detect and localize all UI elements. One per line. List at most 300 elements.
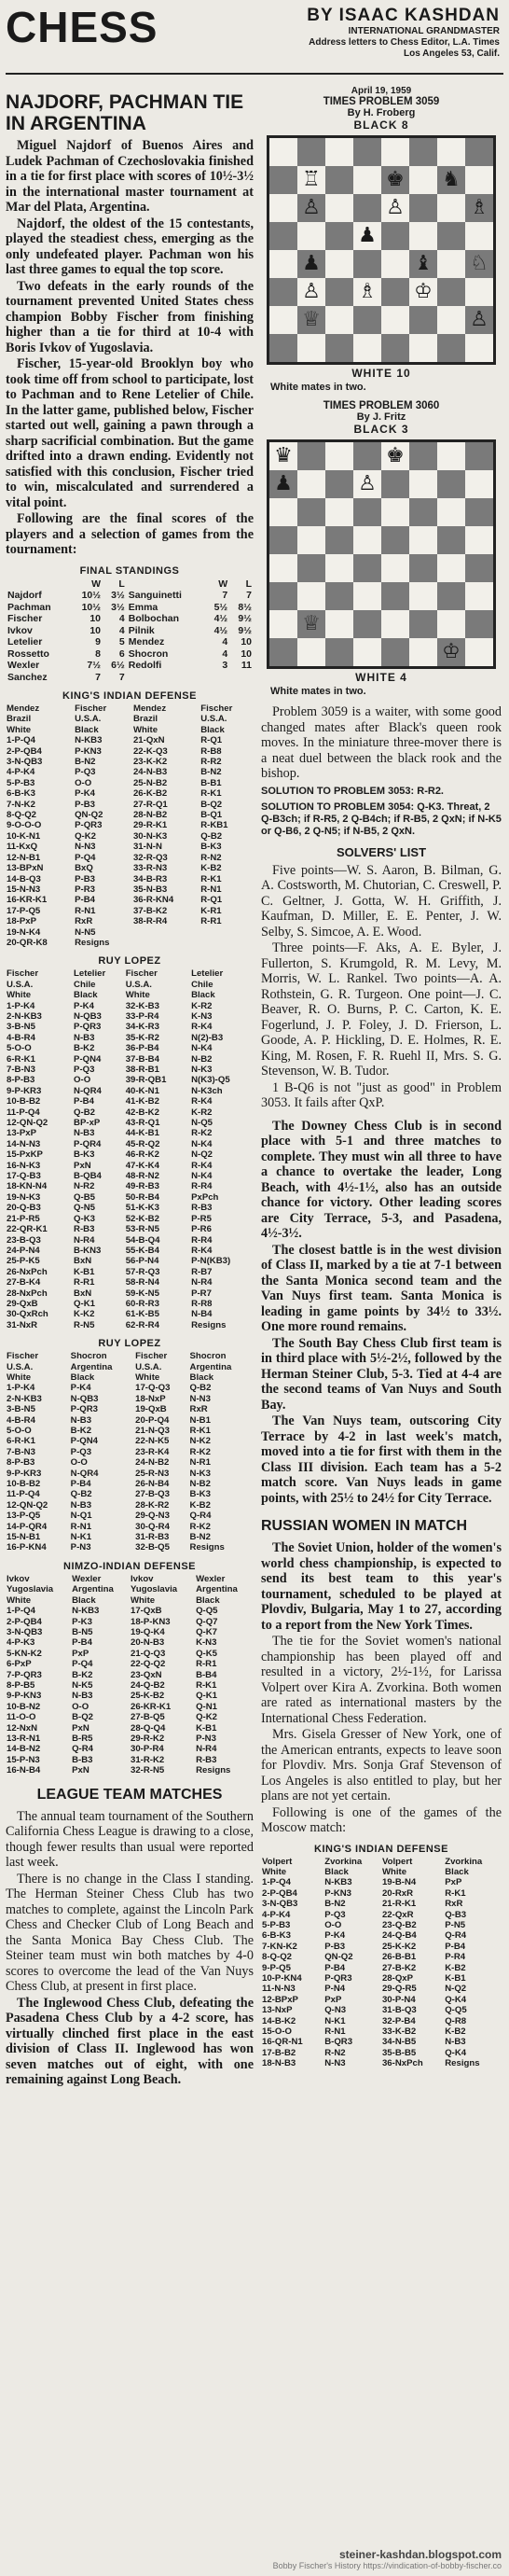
problem-comment: Problem 3059 is a waiter, with some good changed mates after Black's queen rook moves. In the miniature three-mover there is a neat duel between the black rook and the bishop. [261, 704, 502, 781]
move-cell: 19-B-N4 [381, 1877, 417, 1888]
move-cell [199, 938, 254, 948]
problem-title: TIMES PROBLEM 3059 [323, 96, 440, 107]
move-cell: 45-R-Q2 [125, 1138, 160, 1149]
address-line-1: Address letters to Chess Editor, L.A. Times [309, 37, 500, 48]
game-header-cell: White [7, 990, 32, 1001]
standings-body [6, 590, 254, 683]
standings-cell: 10 [241, 636, 252, 647]
move-cell: R-B8 [200, 745, 222, 757]
move-cell: 32-B-Q5 [135, 1542, 170, 1553]
move-cell: 1-P-K4 [7, 1383, 35, 1394]
board-square [409, 470, 437, 498]
article-paragraph: Following are the final scores of the players and a selection of games from the tournament: [6, 511, 254, 557]
move-cell: P-B3 [324, 1941, 346, 1952]
standings-cell: 11 [241, 660, 252, 671]
move-cell: 23-Q-B2 [381, 1919, 417, 1930]
board-square [409, 526, 437, 554]
standings-row [6, 613, 254, 625]
board-square [465, 166, 493, 194]
move-cell: 24-Q-B2 [130, 1679, 165, 1691]
board-square [325, 526, 353, 554]
board-square [381, 554, 409, 582]
game-header-cell: Mendez [7, 703, 40, 714]
standings-title: FINAL STANDINGS [79, 564, 180, 577]
article-paragraph: Miguel Najdorf of Buenos Aires and Ludek Pachman of Czechoslovakia finished in a tie for first place with scores of 10½-3½ in the international master tournament at Mar del Plata, Argentina. [6, 138, 254, 215]
move-cell: 28-NxPch [7, 1288, 48, 1299]
move-cell: 20-QR-K8 [7, 937, 48, 948]
move-cell: R-K4 [191, 1160, 213, 1171]
move-cell: 21-P-R5 [7, 1213, 40, 1224]
move-row [261, 1984, 502, 1994]
board-square [325, 638, 353, 666]
column-title: CHESS [6, 3, 158, 51]
move-cell: N-B3 [72, 1691, 93, 1702]
article-paragraph: Fischer, 15-year-old Brooklyn boy who took time off from school to participate, lost to Pachman and to Rene Letelier of Chile. In the latter game, published below, Fischer started out well, gaining a pawn through a sharp sacrificial combination. But the game drifted into a drawn ending. Evidently not satisfied with this conclusion, Fischer tried to win, miscalculated and surrendered a vital point. [6, 356, 254, 510]
standings-cell: Ivkov [7, 624, 33, 636]
move-cell: 2-N-KB3 [7, 1010, 42, 1022]
game-header-cell: White [7, 724, 32, 735]
move-cell: R-R1 [200, 916, 222, 927]
move-cell: K-R2 [191, 1107, 213, 1118]
game-score [6, 1574, 254, 1776]
move-cell: N(K3)-Q5 [191, 1075, 230, 1086]
move-row [6, 1139, 254, 1149]
move-cell: P-K4 [324, 1930, 346, 1942]
game-header-cell: Fischer [200, 703, 233, 714]
chess-piece: ♟ [353, 222, 381, 250]
standings-row [6, 660, 254, 672]
standings-cell: 5½ [213, 601, 228, 613]
chess-piece: ♚ [381, 442, 409, 470]
move-cell: K-B2 [445, 2026, 466, 2037]
board-square [269, 194, 297, 222]
board-square [297, 442, 325, 470]
move-cell: 46-R-K2 [125, 1149, 159, 1161]
game-header-cell: Wexler [196, 1573, 226, 1584]
move-cell: 13-NxP [262, 2005, 293, 2016]
move-cell: R-R1 [74, 1277, 95, 1288]
chess-piece: ♔ [409, 278, 437, 306]
move-cell: BxN [74, 1256, 92, 1267]
move-cell: 19-QxB [135, 1404, 167, 1415]
move-cell: N(2)-B3 [191, 1032, 224, 1043]
move-cell: K-B2 [189, 1499, 211, 1511]
article-paragraph: The Van Nuys team, outscoring City Terrace by 4-2 in last week's match, moved into a tie for first with them in the Class III division. Each team has a 5-2 match score. Van Nuys leads in game points, with 25½ to 24½ for City Terrace. [261, 1413, 502, 1506]
games-area [6, 690, 254, 1776]
move-cell: N-R2 [74, 1181, 95, 1192]
board-square [381, 638, 409, 666]
move-cell: 32-K-B3 [125, 1000, 159, 1011]
move-cell: 8-Q-Q2 [7, 810, 36, 821]
move-cell: 27-B-K4 [7, 1277, 41, 1288]
board-square [437, 306, 465, 334]
move-cell: 4-P-K3 [7, 1637, 35, 1649]
move-cell: 38-R-R4 [132, 916, 168, 927]
move-row [6, 1277, 254, 1288]
article-paragraph: The Soviet Union, holder of the women's world chess championship, is expected to send its best team to this year's tournament, scheduled to be played at Plovdiv, Bulgaria, May 1 to 27, according to a report from the New York Times. [261, 1540, 502, 1633]
board-square [409, 638, 437, 666]
move-cell: Q-K2 [196, 1712, 217, 1723]
move-cell: 60-R-R3 [125, 1298, 159, 1309]
watermark-site: steiner-kashdan.blogspot.com [338, 2548, 502, 2561]
move-row [6, 1235, 254, 1246]
chess-piece: ♚ [381, 166, 409, 194]
move-cell: R-N1 [70, 1521, 92, 1532]
move-row [261, 1920, 502, 1930]
move-row [6, 1288, 254, 1299]
move-cell: 16-KR-K1 [7, 895, 48, 906]
move-cell: N-R4 [74, 1234, 95, 1246]
move-row [6, 874, 254, 884]
move-cell: B-N2 [200, 767, 222, 778]
move-cell: 21-N-Q3 [135, 1426, 170, 1436]
game-header-cell: Black [70, 1372, 95, 1383]
move-cell: R-Q1 [200, 895, 223, 906]
move-cell: 19-N-K3 [7, 1191, 41, 1203]
move-cell: B-B4 [196, 1669, 217, 1680]
board-square [325, 278, 353, 306]
move-cell: 7-KN-K2 [262, 1941, 297, 1952]
game-header-cell: White [132, 724, 158, 735]
move-row [6, 1649, 254, 1659]
move-cell: R-K2 [189, 1521, 211, 1532]
move-cell: B-K3 [74, 1149, 95, 1161]
board-square [381, 250, 409, 278]
move-cell: Resigns [445, 2058, 480, 2069]
move-cell: Resigns [75, 937, 110, 948]
move-cell: N-KB3 [75, 735, 103, 746]
standings-cell: 8½ [238, 601, 252, 613]
article-paragraph: Two defeats in the early rounds of the tournament prevented United States chess champion Bobby Fischer from finishing higher than a tie for third at 10-4 with Boris Ivkov of Yugoslavia. [6, 278, 254, 355]
move-cell: PxN [72, 1765, 89, 1776]
board-square [409, 306, 437, 334]
move-cell: Q-K4 [445, 2047, 467, 2058]
board-square [269, 582, 297, 610]
board-square [269, 526, 297, 554]
board-square [269, 250, 297, 278]
move-row [6, 1075, 254, 1085]
move-cell: 10-B-B2 [7, 1479, 41, 1490]
move-cell: 5-KN-K2 [7, 1648, 42, 1659]
move-cell: P-KN3 [75, 745, 102, 757]
move-cell: 11-P-Q4 [7, 1489, 40, 1500]
move-row [6, 1702, 254, 1712]
move-cell: 56-P-N4 [125, 1256, 159, 1267]
game-header-cell: Black [196, 1594, 220, 1606]
move-cell: K-B2 [445, 1962, 466, 1973]
move-cell: 26-N-B4 [135, 1479, 170, 1490]
article-paragraph: The annual team tournament of the Southern California Chess League is drawing to a close, though fewer results than usual were reported last week. [6, 1808, 254, 1871]
game-header-cell: Black [191, 990, 215, 1001]
game-header-cell: White [125, 990, 150, 1001]
move-cell: 21-R-K1 [381, 1899, 417, 1910]
game-header-cell: Black [72, 1594, 96, 1606]
board-square [409, 498, 437, 526]
standings-header [6, 578, 254, 591]
board-square [437, 138, 465, 166]
move-cell: 2-P-QB4 [262, 1887, 297, 1899]
move-cell: 28-N-B2 [132, 810, 168, 821]
standings-cell: 3½ [111, 590, 125, 601]
standings-cell: Bolbochan [128, 613, 179, 624]
standings-row [6, 590, 254, 602]
board-square [381, 222, 409, 250]
standings-cell: 9½ [238, 624, 252, 636]
move-cell: 50-R-B4 [125, 1191, 159, 1203]
game-header-row [6, 980, 254, 990]
game-title: KING'S INDIAN DEFENSE [62, 690, 197, 702]
move-cell: P-Q3 [74, 1065, 95, 1075]
move-cell: 26-NxPch [7, 1266, 48, 1277]
right-column [261, 86, 502, 2069]
move-row [6, 1214, 254, 1224]
move-cell: P-N3 [196, 1733, 216, 1744]
move-cell: N-N3 [75, 842, 96, 853]
move-cell: R-K1 [200, 873, 222, 884]
game-header-cell: Black [74, 990, 98, 1001]
move-cell: 18-KN-N4 [7, 1181, 48, 1192]
move-cell: R-K1 [189, 1426, 211, 1436]
move-cell: P-B4 [324, 1962, 346, 1973]
standings-cell: Redolfi [128, 660, 162, 671]
board-square [381, 610, 409, 638]
move-cell [132, 927, 199, 938]
solvers-paragraph: Five points—W. S. Aaron, B. Bilman, G. A. Costsworth, M. Chutorian, C. Creswell, P. C. Geltner, J. Gotta, W. H. Griffith, J. Kaufman, D. Miller, E. E. Penter, J. W. Selby, S. Simcoe, A. E. Wood. [261, 862, 502, 940]
board-square [409, 554, 437, 582]
move-cell: 5-P-B3 [262, 1919, 291, 1930]
move-cell: 6-PxP [7, 1659, 32, 1670]
problem-author: By J. Fritz [356, 411, 406, 423]
move-cell: 25-P-K5 [7, 1256, 40, 1267]
move-cell: N-B2 [189, 1479, 211, 1490]
game-header-cell: Fischer [7, 968, 39, 980]
move-cell: 5-O-O [7, 1043, 32, 1054]
move-cell: R-N2 [200, 852, 222, 863]
move-cell: 29-Q-N3 [135, 1511, 170, 1522]
move-row [6, 1203, 254, 1213]
move-cell: Q-K5 [196, 1648, 217, 1659]
move-cell: B-K2 [72, 1669, 93, 1680]
move-cell: 7-B-N3 [7, 1446, 35, 1457]
article-paragraph: The South Bay Chess Club first team is in third place with 5½-2½, followed by the Herman Steiner Club, 5-3. Tied at 4-4 are the second teams of Van Nuys and South Bay. [261, 1335, 502, 1413]
main-headline: NAJDORF, PACHMAN TIE IN ARGENTINA [6, 91, 244, 134]
move-cell: N-N3 [324, 2058, 346, 2069]
move-row [261, 2048, 502, 2058]
move-row [261, 1930, 502, 1941]
board-square [297, 222, 325, 250]
move-cell: 25-N-B2 [132, 777, 168, 788]
byline [307, 6, 500, 60]
move-cell: Q-K3 [74, 1213, 95, 1224]
move-cell: P-N(KB3) [191, 1256, 231, 1267]
league-headline: LEAGUE TEAM MATCHES [36, 1786, 223, 1803]
move-cell: K-B1 [445, 1972, 466, 1984]
move-row [6, 1723, 254, 1734]
move-cell: 34-N-B5 [381, 2037, 417, 2048]
move-cell: N-QB3 [74, 1010, 102, 1022]
board-square [465, 222, 493, 250]
move-cell: 4-P-K4 [7, 767, 35, 778]
move-cell: N-Q5 [191, 1118, 213, 1129]
board-square [437, 442, 465, 470]
board-square [409, 166, 437, 194]
move-cell: 5-O-O [7, 1426, 32, 1436]
move-cell: 33-R-N3 [132, 863, 168, 874]
board-square [297, 498, 325, 526]
standings-cell: Letelier [7, 636, 43, 647]
move-cell: R-R8 [191, 1298, 213, 1309]
move-cell: P-B4 [75, 895, 95, 906]
game-header-cell: Shocron [189, 1351, 227, 1362]
move-cell: 7-P-QR3 [7, 1669, 42, 1680]
board-square [353, 442, 381, 470]
move-row [6, 778, 254, 788]
move-row [6, 895, 254, 905]
move-cell: R-N1 [200, 884, 222, 895]
move-cell: 16-QR-N1 [262, 2037, 303, 2048]
move-cell: 62-R-R4 [125, 1319, 159, 1330]
move-cell: 24-N-B2 [135, 1457, 170, 1469]
standings-cell: 10 [89, 613, 101, 624]
move-cell: 44-K-B1 [125, 1128, 159, 1139]
board-square [353, 166, 381, 194]
game-header-cell: White [130, 1594, 156, 1606]
board-square [381, 582, 409, 610]
board-square [297, 582, 325, 610]
game-header-cell: Argentina [196, 1584, 238, 1595]
move-row [6, 1299, 254, 1309]
article-paragraph: The Inglewood Chess Club, defeating the Pasadena Chess Club by a 4-2 score, has virtually clinched first place in the east division of Class II. Inglewood has won seven matches out of eight, with one remaining against Long Beach. [6, 1995, 254, 2088]
board-square [269, 166, 297, 194]
board-square [437, 278, 465, 306]
move-cell: 40-K-N1 [125, 1085, 159, 1096]
move-cell: PxP [72, 1648, 89, 1659]
move-cell: PxPch [191, 1191, 219, 1203]
league-article [6, 1809, 254, 2088]
board-square [437, 334, 465, 362]
move-cell: 36-R-KN4 [132, 895, 174, 906]
game-header-cell: Black [189, 1372, 214, 1383]
board-square [409, 138, 437, 166]
problem-title: TIMES PROBLEM 3060 [323, 400, 440, 411]
standings-cell: 3 [222, 660, 228, 671]
game-header-cell: White [135, 1372, 160, 1383]
move-cell: 6-R-K1 [7, 1436, 35, 1447]
move-cell: K-B1 [196, 1722, 217, 1734]
move-row [6, 1489, 254, 1499]
move-cell: R-K2 [189, 1446, 211, 1457]
game-header-cell: Mendez [132, 703, 167, 714]
move-cell: K-B1 [74, 1266, 95, 1277]
move-row [261, 1973, 502, 1984]
move-cell: R-Q1 [200, 735, 223, 746]
chess-piece: ♟ [269, 470, 297, 498]
problem-author: By H. Froberg [347, 107, 416, 118]
move-cell: 21-Q-Q3 [130, 1648, 166, 1659]
game-header-cell: U.S.A. [135, 1361, 162, 1372]
move-cell: Q-B2 [189, 1383, 212, 1394]
move-cell: B-K3 [200, 842, 222, 853]
move-cell: Q-B2 [200, 830, 223, 842]
move-cell: 19-N-K4 [7, 926, 41, 938]
move-cell: 13-PxP [7, 1128, 36, 1139]
move-row [6, 1617, 254, 1627]
board-square [269, 278, 297, 306]
game-header-cell: Yugoslavia [7, 1584, 54, 1595]
move-cell: P-Q3 [75, 767, 96, 778]
move-cell: 4-B-R4 [7, 1032, 35, 1043]
board-square [325, 334, 353, 362]
move-row [6, 1181, 254, 1191]
move-row [261, 1910, 502, 1920]
move-cell: 12-N-B1 [7, 852, 41, 863]
move-row [6, 1637, 254, 1648]
move-cell: 25-R-N3 [135, 1468, 170, 1479]
board-square [409, 194, 437, 222]
move-cell: Q-B2 [70, 1489, 92, 1500]
game-header-row [6, 1372, 254, 1383]
move-cell: 5-P-B3 [7, 777, 35, 788]
col-w: W [218, 578, 228, 590]
move-cell: R-K1 [445, 1887, 466, 1899]
board-square [353, 194, 381, 222]
standings-cell: Shocron [128, 647, 169, 660]
game-title: KING'S INDIAN DEFENSE [314, 1843, 448, 1855]
standings-cell: Najdorf [7, 590, 42, 601]
move-cell: 10-B-N2 [7, 1701, 41, 1712]
move-cell: 29-R-K2 [130, 1733, 165, 1744]
move-cell: P-QN4 [74, 1053, 102, 1065]
move-row [6, 831, 254, 842]
move-cell: P-N4 [324, 1984, 346, 1995]
board-square [325, 554, 353, 582]
move-cell: 30-QxRch [7, 1309, 48, 1320]
move-cell: 22-QxR [381, 1909, 414, 1920]
move-row [6, 1500, 254, 1511]
move-cell: O-O [70, 1457, 88, 1469]
standings-cell: Sanguinetti [128, 590, 182, 601]
board-square [465, 334, 493, 362]
move-row [6, 1128, 254, 1138]
move-cell: P-R5 [191, 1213, 212, 1224]
board-square [325, 166, 353, 194]
move-cell: Q-Q5 [196, 1606, 218, 1617]
board-square [325, 470, 353, 498]
game-header-cell: Ivkov [130, 1573, 154, 1584]
board-square [325, 138, 353, 166]
move-row [6, 1606, 254, 1616]
board-square [437, 250, 465, 278]
article-paragraph: Following is one of the games of the Moscow match: [261, 1804, 502, 1835]
move-cell: Q-R4 [189, 1511, 212, 1522]
white-count: WHITE 4 [355, 671, 407, 684]
board-square [269, 306, 297, 334]
game-header-cell: Black [75, 724, 99, 735]
move-cell: 12-NxN [7, 1722, 38, 1734]
move-cell: 15-O-O [262, 2026, 292, 2037]
move-row [6, 1161, 254, 1171]
author-byline: BY ISAAC KASHDAN [307, 6, 500, 25]
move-cell: 19-Q-K4 [130, 1626, 165, 1637]
move-cell: N-R4 [196, 1744, 217, 1755]
move-cell: 34-B-R3 [132, 873, 168, 884]
masthead [0, 0, 509, 82]
col-l: L [118, 578, 125, 590]
move-cell: 49-R-B3 [125, 1181, 159, 1192]
chess-piece: ♔ [437, 638, 465, 666]
move-cell: BxQ [75, 863, 93, 874]
chess-piece: ♖ [297, 166, 325, 194]
